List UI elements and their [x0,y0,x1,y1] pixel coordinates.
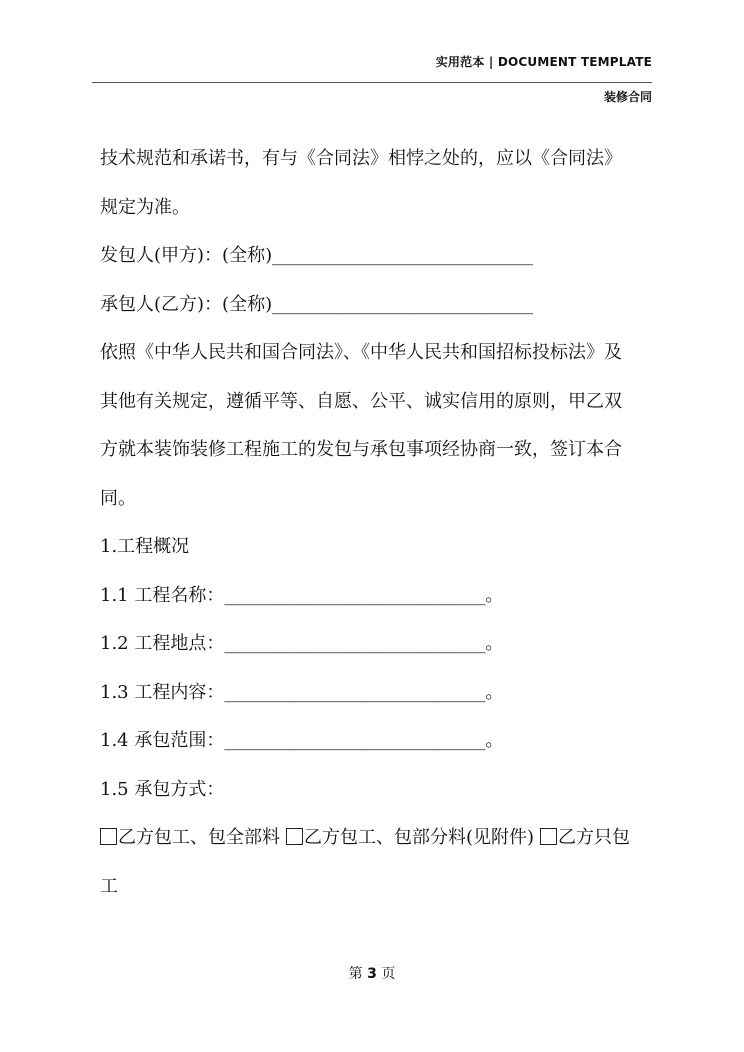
header-subtitle: 装修合同 [603,90,652,104]
item-project-content: 1.3 工程内容：_____________________________。 [100,681,504,703]
option-labor-only: 乙方只包 [558,827,631,848]
item-project-name: 1.1 工程名称：_____________________________。 [100,584,504,606]
footer-suffix: 页 [381,966,396,982]
checkbox-full-materials[interactable] [100,828,117,845]
section-heading-1: 1.工程概况 [100,536,190,557]
party-b-line: 承包人(乙方)：(全称)_____________________________ [100,293,534,315]
option-full-materials: 乙方包工、包全部料 [118,827,280,848]
checkbox-partial-materials[interactable] [286,828,303,845]
basis-line-3: 方就本装饰装修工程施工的发包与承包事项经协商一致，签订本合 [100,439,622,460]
item-contract-scope: 1.4 承包范围：_____________________________。 [100,730,504,751]
party-a-line: 发包人(甲方)：(全称)_____________________________ [100,245,534,266]
basis-line-2: 其他有关规定，遵循平等、自愿、公平、诚实信用的原则，甲乙双 [100,390,622,412]
body-line-1: 技术规范和承诺书，有与《合同法》相悖之处的，应以《合同法》 [100,148,622,169]
option-partial-materials: 乙方包工、包部分料(见附件) [304,827,535,848]
basis-line-4: 同。 [100,487,136,509]
page-footer [0,963,744,983]
basis-line-1: 依照《中华人民共和国合同法》、《中华人民共和国招标投标法》及 [100,342,622,363]
header-brand: 实用范本 | DOCUMENT TEMPLATE [435,55,652,69]
body-line-2: 规定为准。 [100,196,190,218]
page-number: 3 [367,966,377,982]
document-body [100,135,660,911]
footer-prefix: 第 [348,966,363,982]
contract-options [100,814,660,863]
item-contract-method: 1.5 承包方式： [100,778,225,800]
checkbox-labor-only[interactable] [540,828,557,845]
header-divider [92,82,652,83]
item-project-location: 1.2 工程地点：_____________________________。 [100,633,504,654]
option-labor-only-cont: 工 [100,875,118,897]
